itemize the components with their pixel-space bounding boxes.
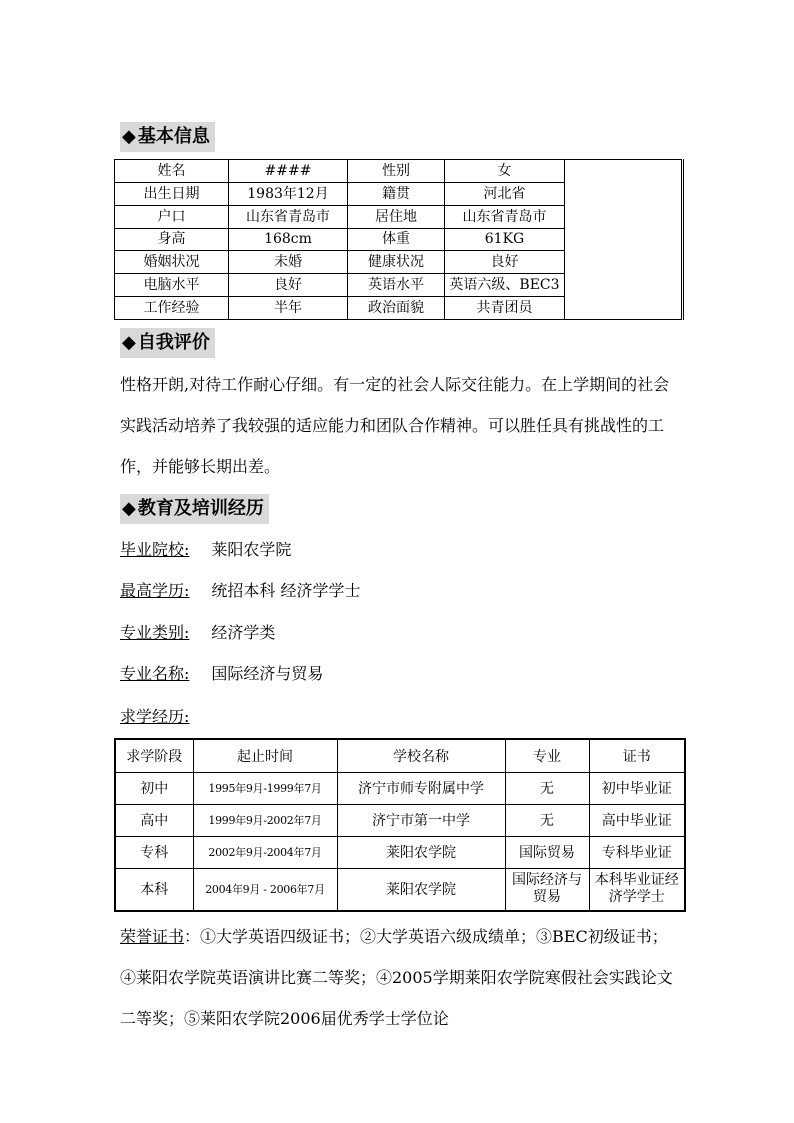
table-row: 高中 1999年9月-2002年7月 济宁市第一中学 无 高中毕业证	[115, 804, 685, 836]
table-row: 本科 2004年9月 - 2006年7月 莱阳农学院 国际经济与贸易 本科毕业证经济学学士	[115, 868, 685, 911]
major-category-field: 专业类别: 经济学类	[120, 623, 276, 642]
diamond-bullet-icon: ◆	[122, 498, 136, 519]
table-row: 婚姻状况 未婚 健康状况 良好	[115, 251, 683, 274]
basic-info-heading: ◆ 基本信息	[120, 122, 215, 152]
table-row: 出生日期 1983年12月 籍贯 河北省	[115, 182, 683, 205]
graduation-school-field: 毕业院校: 莱阳农学院	[120, 540, 292, 559]
table-row: 专科 2002年9月-2004年7月 莱阳农学院 国际贸易 专科毕业证	[115, 836, 685, 868]
honors-paragraph: 荣誉证书：①大学英语四级证书；②大学英语六级成绩单；③BEC初级证书；④莱阳农学院英语演讲比赛二等奖；④2005学期莱阳农学院寒假社会实践论文二等奖；⑤莱阳农学院2006届优秀学士学位论	[120, 927, 673, 1028]
table-row: 初中 1995年9月-1999年7月 济宁市师专附属中学 无 初中毕业证	[115, 772, 685, 804]
table-row: 身高 168cm 体重 61KG	[115, 228, 683, 251]
self-evaluation-heading: ◆ 自我评价	[120, 328, 215, 358]
education-history-table	[114, 738, 686, 912]
diamond-bullet-icon: ◆	[122, 332, 136, 353]
basic-info-table	[114, 159, 684, 320]
table-row: 工作经验 半年 政治面貌 共青团员	[115, 297, 683, 320]
education-heading: ◆ 教育及培训经历	[120, 494, 269, 524]
major-name-field: 专业名称: 国际经济与贸易	[120, 664, 324, 683]
table-header-row: 求学阶段 起止时间 学校名称 专业 证书	[115, 739, 685, 772]
photo-cell	[565, 160, 683, 320]
highest-degree-field: 最高学历: 统招本科 经济学学士	[120, 581, 361, 600]
table-row: 户口 山东省青岛市 居住地 山东省青岛市	[115, 205, 683, 228]
table-row: 电脑水平 良好 英语水平 英语六级、BEC3	[115, 274, 683, 297]
table-row: 姓名 #### 性别 女	[115, 160, 683, 183]
study-history-label: 求学经历:	[120, 707, 190, 726]
diamond-bullet-icon: ◆	[122, 126, 136, 147]
self-evaluation-text: 性格开朗,对待工作耐心仔细。有一定的社会人际交往能力。在上学期间的社会实践活动培养了我较强的适应能力和团队合作精神。可以胜任具有挑战性的工作，并能够长期出差。	[120, 375, 670, 476]
